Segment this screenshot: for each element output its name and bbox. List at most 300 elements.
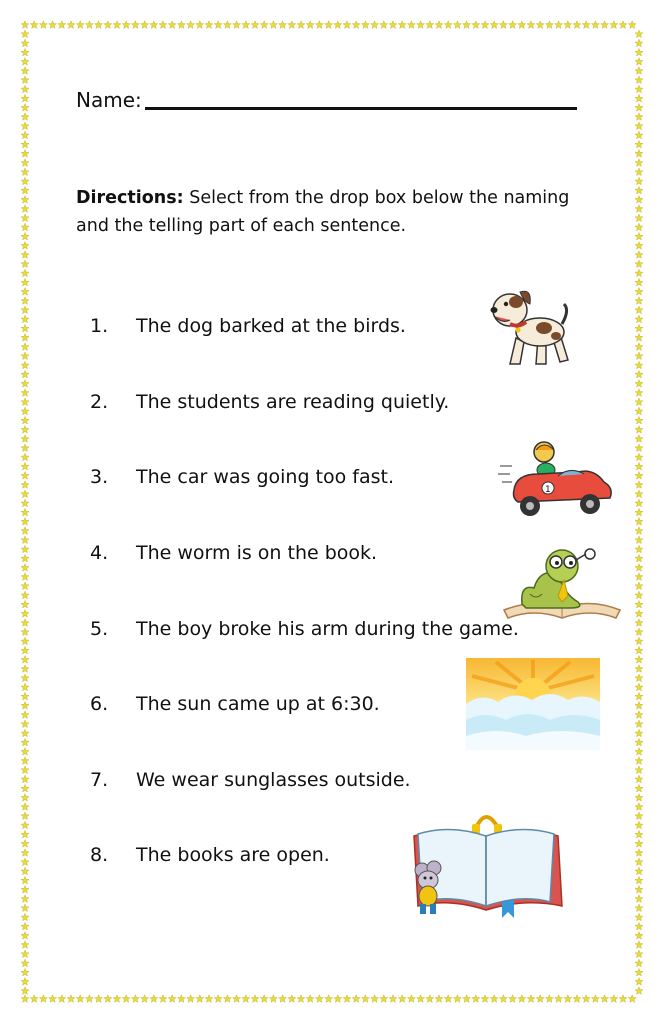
border-star bbox=[582, 995, 590, 1003]
border-star bbox=[635, 794, 643, 802]
border-star bbox=[518, 995, 526, 1003]
border-star bbox=[21, 830, 29, 838]
border-star bbox=[635, 757, 643, 765]
border-star bbox=[635, 536, 643, 544]
border-star bbox=[635, 67, 643, 75]
border-star bbox=[635, 858, 643, 866]
name-row bbox=[76, 86, 577, 114]
border-star bbox=[472, 995, 480, 1003]
border-star bbox=[361, 21, 369, 29]
border-star bbox=[389, 21, 397, 29]
border-star bbox=[21, 876, 29, 884]
border-star bbox=[536, 21, 544, 29]
border-star bbox=[67, 21, 75, 29]
border-star bbox=[527, 995, 535, 1003]
border-star bbox=[635, 840, 643, 848]
border-star bbox=[39, 21, 47, 29]
border-star bbox=[635, 334, 643, 342]
border-star bbox=[628, 21, 636, 29]
border-star bbox=[490, 995, 498, 1003]
border-star bbox=[352, 995, 360, 1003]
sentence-number: 2. bbox=[90, 391, 109, 413]
border-star bbox=[490, 21, 498, 29]
open-book-icon bbox=[404, 806, 566, 922]
border-star bbox=[21, 113, 29, 121]
border-star bbox=[58, 21, 66, 29]
border-star bbox=[21, 840, 29, 848]
border-star bbox=[635, 803, 643, 811]
border-star bbox=[21, 987, 29, 995]
border-star bbox=[251, 995, 259, 1003]
border-star bbox=[635, 674, 643, 682]
border-star bbox=[21, 886, 29, 894]
border-star bbox=[21, 168, 29, 176]
border-star bbox=[21, 895, 29, 903]
border-star bbox=[21, 499, 29, 507]
border-star bbox=[635, 306, 643, 314]
border-star bbox=[453, 21, 461, 29]
border-star bbox=[635, 812, 643, 820]
border-star bbox=[635, 573, 643, 581]
border-star bbox=[21, 757, 29, 765]
border-star bbox=[49, 995, 57, 1003]
border-star bbox=[635, 922, 643, 930]
border-star bbox=[601, 21, 609, 29]
border-star bbox=[131, 21, 139, 29]
border-star bbox=[619, 21, 627, 29]
border-star bbox=[635, 416, 643, 424]
border-star bbox=[635, 186, 643, 194]
border-star bbox=[21, 30, 29, 38]
border-star bbox=[545, 21, 553, 29]
border-star bbox=[481, 21, 489, 29]
border-star bbox=[635, 140, 643, 148]
border-star bbox=[435, 995, 443, 1003]
border-star bbox=[122, 21, 130, 29]
sentence-text: The worm is on the book. bbox=[136, 542, 378, 564]
border-star bbox=[21, 508, 29, 516]
border-star bbox=[635, 315, 643, 323]
border-star bbox=[21, 416, 29, 424]
border-star bbox=[21, 334, 29, 342]
border-star bbox=[635, 177, 643, 185]
border-star bbox=[260, 995, 268, 1003]
border-star bbox=[260, 21, 268, 29]
sentence-text: We wear sunglasses outside. bbox=[136, 769, 411, 791]
border-star bbox=[49, 21, 57, 29]
border-star bbox=[635, 499, 643, 507]
border-star bbox=[635, 85, 643, 93]
border-star bbox=[635, 656, 643, 664]
border-star bbox=[635, 959, 643, 967]
border-star bbox=[168, 21, 176, 29]
race-car-icon bbox=[498, 436, 616, 526]
border-star bbox=[21, 646, 29, 654]
border-star bbox=[21, 324, 29, 332]
border-star bbox=[21, 297, 29, 305]
sentence-number: 6. bbox=[90, 693, 109, 715]
border-star bbox=[426, 21, 434, 29]
sentence-4 bbox=[90, 540, 377, 566]
sentence-text: The boy broke his arm during the game. bbox=[136, 618, 519, 640]
border-star bbox=[536, 995, 544, 1003]
border-star bbox=[21, 748, 29, 756]
border-star bbox=[21, 94, 29, 102]
border-star bbox=[21, 288, 29, 296]
border-star bbox=[635, 545, 643, 553]
border-star bbox=[205, 995, 213, 1003]
border-star bbox=[635, 214, 643, 222]
border-star bbox=[21, 159, 29, 167]
border-star bbox=[509, 21, 517, 29]
border-star bbox=[21, 794, 29, 802]
border-star bbox=[214, 995, 222, 1003]
border-star bbox=[288, 995, 296, 1003]
border-star bbox=[21, 959, 29, 967]
border-star bbox=[380, 21, 388, 29]
border-star bbox=[463, 21, 471, 29]
border-star bbox=[21, 48, 29, 56]
border-star bbox=[21, 619, 29, 627]
border-star bbox=[104, 995, 112, 1003]
border-star bbox=[315, 995, 323, 1003]
svg-text:1: 1 bbox=[545, 485, 551, 495]
border-star bbox=[635, 453, 643, 461]
border-star bbox=[619, 995, 627, 1003]
border-star bbox=[635, 76, 643, 84]
border-star bbox=[453, 995, 461, 1003]
border-star bbox=[21, 76, 29, 84]
border-star bbox=[352, 21, 360, 29]
border-star bbox=[21, 140, 29, 148]
sunrise-icon bbox=[466, 658, 600, 750]
border-star bbox=[635, 913, 643, 921]
border-star bbox=[635, 646, 643, 654]
border-star bbox=[21, 683, 29, 691]
border-star bbox=[187, 21, 195, 29]
border-star bbox=[21, 435, 29, 443]
border-star bbox=[635, 665, 643, 673]
border-star bbox=[635, 490, 643, 498]
border-star bbox=[573, 21, 581, 29]
border-star bbox=[233, 21, 241, 29]
border-star bbox=[472, 21, 480, 29]
border-star bbox=[343, 995, 351, 1003]
sentence-text: The car was going too fast. bbox=[136, 466, 395, 488]
border-star bbox=[269, 21, 277, 29]
border-star bbox=[21, 518, 29, 526]
border-star bbox=[21, 858, 29, 866]
border-star bbox=[635, 481, 643, 489]
border-star bbox=[21, 315, 29, 323]
border-star bbox=[635, 941, 643, 949]
border-star bbox=[635, 518, 643, 526]
border-star bbox=[58, 995, 66, 1003]
border-star bbox=[21, 775, 29, 783]
border-star bbox=[591, 995, 599, 1003]
sentence-7 bbox=[90, 767, 411, 793]
border-star bbox=[635, 462, 643, 470]
border-star bbox=[21, 610, 29, 618]
border-star bbox=[315, 21, 323, 29]
border-star bbox=[417, 995, 425, 1003]
border-star bbox=[187, 995, 195, 1003]
border-star bbox=[635, 554, 643, 562]
border-star bbox=[635, 288, 643, 296]
border-star bbox=[635, 159, 643, 167]
border-star bbox=[564, 21, 572, 29]
border-star bbox=[21, 223, 29, 231]
border-star bbox=[444, 21, 452, 29]
border-star bbox=[150, 995, 158, 1003]
border-star bbox=[635, 242, 643, 250]
border-star bbox=[635, 564, 643, 572]
name-label: Name: bbox=[76, 88, 142, 112]
border-star bbox=[635, 426, 643, 434]
border-star bbox=[635, 196, 643, 204]
border-star bbox=[21, 196, 29, 204]
directions-text: Select from the drop box below the naming and the telling part of each sentence. bbox=[76, 188, 570, 236]
sentence-number: 4. bbox=[90, 542, 109, 564]
sentence-number: 1. bbox=[90, 315, 109, 337]
border-star bbox=[601, 995, 609, 1003]
border-star bbox=[21, 628, 29, 636]
border-star bbox=[21, 122, 29, 130]
name-blank-line[interactable] bbox=[145, 107, 577, 110]
border-star bbox=[564, 995, 572, 1003]
border-star bbox=[635, 978, 643, 986]
border-star bbox=[635, 886, 643, 894]
border-star bbox=[21, 554, 29, 562]
border-star bbox=[635, 168, 643, 176]
border-star bbox=[635, 361, 643, 369]
border-star bbox=[76, 21, 84, 29]
border-star bbox=[233, 995, 241, 1003]
border-star bbox=[499, 21, 507, 29]
border-star bbox=[21, 426, 29, 434]
border-star bbox=[635, 297, 643, 305]
border-star bbox=[21, 913, 29, 921]
border-star bbox=[21, 573, 29, 581]
border-star bbox=[21, 582, 29, 590]
border-star bbox=[635, 39, 643, 47]
border-star bbox=[407, 995, 415, 1003]
border-star bbox=[223, 21, 231, 29]
border-star bbox=[444, 995, 452, 1003]
border-star bbox=[635, 380, 643, 388]
border-star bbox=[30, 995, 38, 1003]
border-star bbox=[141, 21, 149, 29]
border-star bbox=[21, 784, 29, 792]
border-star bbox=[635, 94, 643, 102]
border-star bbox=[635, 867, 643, 875]
border-star bbox=[635, 150, 643, 158]
border-star bbox=[269, 995, 277, 1003]
border-star bbox=[21, 821, 29, 829]
border-star bbox=[635, 738, 643, 746]
border-star bbox=[21, 444, 29, 452]
border-star bbox=[21, 932, 29, 940]
border-star bbox=[635, 269, 643, 277]
border-star bbox=[223, 995, 231, 1003]
border-star bbox=[398, 995, 406, 1003]
sentence-3 bbox=[90, 464, 394, 490]
border-star bbox=[481, 995, 489, 1003]
directions bbox=[76, 184, 576, 240]
border-star bbox=[21, 150, 29, 158]
border-star bbox=[205, 21, 213, 29]
border-star bbox=[635, 48, 643, 56]
border-star bbox=[131, 995, 139, 1003]
border-star bbox=[635, 30, 643, 38]
border-star bbox=[21, 702, 29, 710]
border-star bbox=[635, 508, 643, 516]
border-star bbox=[21, 720, 29, 728]
border-star bbox=[21, 242, 29, 250]
sentence-number: 5. bbox=[90, 618, 109, 640]
border-star bbox=[635, 950, 643, 958]
border-star bbox=[21, 564, 29, 572]
border-star bbox=[635, 849, 643, 857]
border-star bbox=[635, 711, 643, 719]
border-star bbox=[635, 637, 643, 645]
border-star bbox=[635, 113, 643, 121]
border-star bbox=[21, 591, 29, 599]
border-star bbox=[635, 702, 643, 710]
border-star bbox=[635, 748, 643, 756]
border-star bbox=[214, 21, 222, 29]
border-star bbox=[573, 995, 581, 1003]
border-star bbox=[635, 932, 643, 940]
border-star bbox=[196, 995, 204, 1003]
border-star bbox=[635, 370, 643, 378]
border-star bbox=[635, 58, 643, 66]
border-star bbox=[21, 941, 29, 949]
border-star bbox=[635, 407, 643, 415]
border-star bbox=[85, 995, 93, 1003]
border-star bbox=[159, 21, 167, 29]
border-star bbox=[21, 978, 29, 986]
border-star bbox=[509, 995, 517, 1003]
border-star bbox=[635, 628, 643, 636]
border-star bbox=[21, 131, 29, 139]
border-star bbox=[635, 352, 643, 360]
border-star bbox=[389, 995, 397, 1003]
border-star bbox=[635, 472, 643, 480]
border-star bbox=[555, 995, 563, 1003]
border-star bbox=[635, 895, 643, 903]
border-star bbox=[635, 527, 643, 535]
border-star bbox=[635, 205, 643, 213]
border-star bbox=[21, 481, 29, 489]
border-star bbox=[21, 260, 29, 268]
border-star bbox=[150, 21, 158, 29]
border-star bbox=[628, 995, 636, 1003]
border-star bbox=[21, 104, 29, 112]
border-star bbox=[21, 812, 29, 820]
border-star bbox=[21, 306, 29, 314]
border-star bbox=[122, 995, 130, 1003]
border-star bbox=[635, 729, 643, 737]
border-star bbox=[334, 995, 342, 1003]
border-star bbox=[325, 21, 333, 29]
border-star bbox=[113, 21, 121, 29]
border-star bbox=[196, 21, 204, 29]
border-star bbox=[21, 269, 29, 277]
border-star bbox=[21, 490, 29, 498]
border-star bbox=[21, 766, 29, 774]
border-star bbox=[635, 591, 643, 599]
border-star bbox=[527, 21, 535, 29]
border-star bbox=[21, 352, 29, 360]
sentence-8 bbox=[90, 842, 330, 868]
border-star bbox=[635, 398, 643, 406]
border-star bbox=[297, 995, 305, 1003]
border-star bbox=[21, 278, 29, 286]
sentence-text: The sun came up at 6:30. bbox=[136, 693, 380, 715]
border-star bbox=[95, 995, 103, 1003]
border-star bbox=[518, 21, 526, 29]
border-star bbox=[113, 995, 121, 1003]
border-star bbox=[635, 251, 643, 259]
border-star bbox=[279, 21, 287, 29]
border-star bbox=[435, 21, 443, 29]
border-star bbox=[21, 803, 29, 811]
border-star bbox=[21, 251, 29, 259]
sentence-text: The students are reading quietly. bbox=[136, 391, 450, 413]
border-star bbox=[85, 21, 93, 29]
border-star bbox=[635, 324, 643, 332]
border-star bbox=[545, 995, 553, 1003]
border-star bbox=[417, 21, 425, 29]
border-star bbox=[635, 104, 643, 112]
border-star bbox=[21, 205, 29, 213]
border-star bbox=[39, 995, 47, 1003]
border-star bbox=[361, 995, 369, 1003]
sentence-text: The dog barked at the birds. bbox=[136, 315, 406, 337]
border-star bbox=[21, 472, 29, 480]
border-star bbox=[325, 995, 333, 1003]
border-star bbox=[555, 21, 563, 29]
border-star bbox=[21, 600, 29, 608]
border-star bbox=[635, 683, 643, 691]
border-star bbox=[21, 536, 29, 544]
border-star bbox=[380, 995, 388, 1003]
border-star bbox=[168, 995, 176, 1003]
border-star bbox=[279, 995, 287, 1003]
border-star bbox=[95, 21, 103, 29]
border-star bbox=[635, 766, 643, 774]
border-star bbox=[21, 389, 29, 397]
border-star bbox=[591, 21, 599, 29]
border-star bbox=[21, 674, 29, 682]
sentence-number: 7. bbox=[90, 769, 109, 791]
sentence-2 bbox=[90, 389, 449, 415]
border-star bbox=[288, 21, 296, 29]
border-star bbox=[635, 876, 643, 884]
border-star bbox=[635, 619, 643, 627]
border-star bbox=[21, 21, 29, 29]
border-star bbox=[21, 968, 29, 976]
border-star bbox=[21, 361, 29, 369]
border-star bbox=[610, 995, 618, 1003]
border-star bbox=[306, 995, 314, 1003]
border-star bbox=[21, 186, 29, 194]
sentence-text: The books are open. bbox=[136, 844, 330, 866]
border-star bbox=[21, 39, 29, 47]
border-star bbox=[610, 21, 618, 29]
directions-heading: Directions: bbox=[76, 188, 184, 208]
